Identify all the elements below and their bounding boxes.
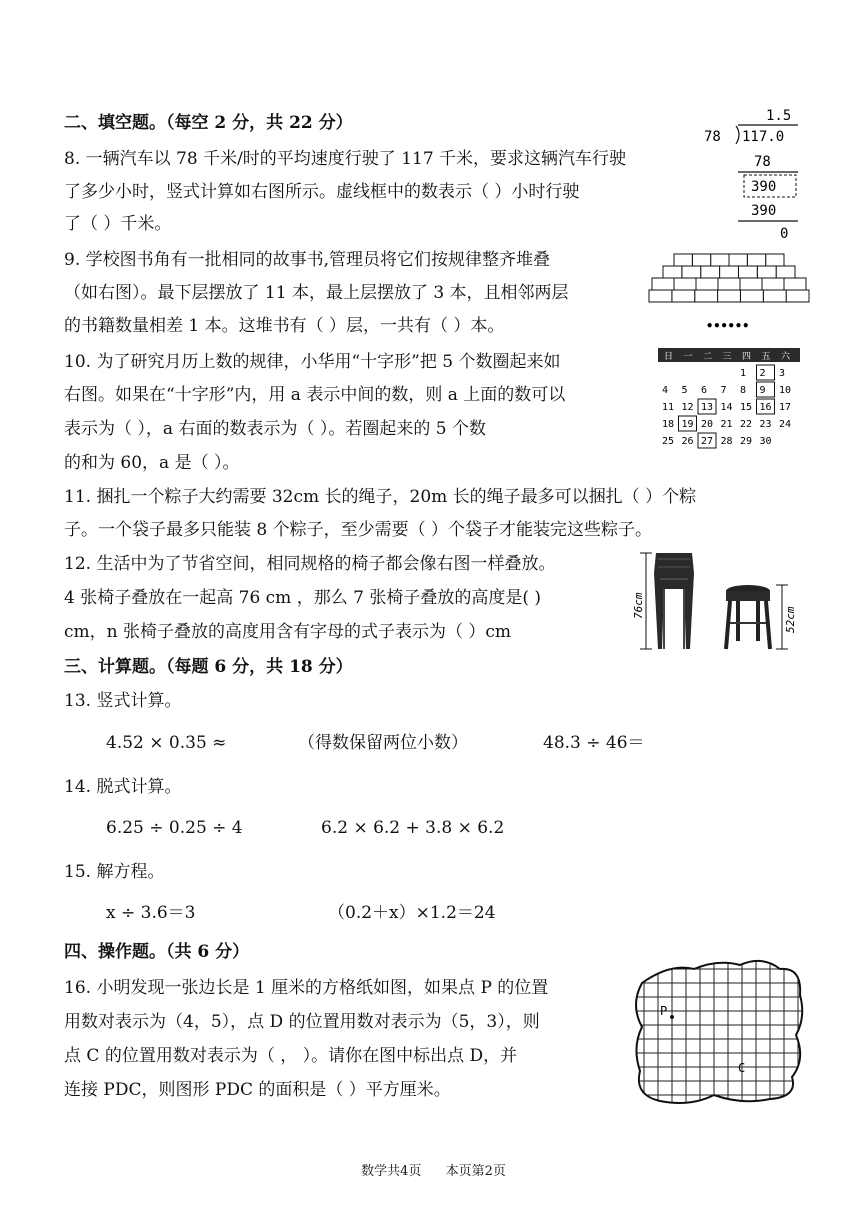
q10-line-2: 右图。如果在“十字形”内，用 a 表示中间的数，则 a 上面的数可以 bbox=[64, 385, 566, 405]
book-brick bbox=[776, 266, 795, 278]
book-brick bbox=[740, 290, 763, 302]
calendar-day: 23 bbox=[759, 419, 772, 430]
calendar-day: 10 bbox=[779, 385, 792, 396]
division-step-2: 390 bbox=[751, 203, 777, 219]
book-brick bbox=[652, 278, 674, 290]
calendar-day: 13 bbox=[701, 402, 714, 413]
q9-line-2: （如右图）。最下层摆放了 11 本，最上层摆放了 3 本，且相邻两层 bbox=[64, 283, 569, 303]
calendar-weekday: 日 bbox=[664, 352, 674, 362]
book-brick bbox=[740, 278, 762, 290]
calendar-day: 11 bbox=[662, 402, 675, 413]
book-brick bbox=[718, 290, 741, 302]
calendar-day: 2 bbox=[759, 368, 766, 379]
book-brick bbox=[720, 266, 739, 278]
book-brick bbox=[696, 278, 718, 290]
calendar-figure bbox=[658, 348, 800, 454]
q13-note: （得数保留两位小数） bbox=[298, 733, 468, 753]
q13-expression-1: 4.52 × 0.35 ≈ bbox=[106, 733, 227, 753]
book-brick bbox=[766, 254, 784, 266]
calendar-day: 27 bbox=[701, 436, 714, 447]
section-3-title: 三、计算题。（每题 6 分，共 18 分） bbox=[64, 657, 353, 677]
book-brick bbox=[763, 290, 786, 302]
book-brick bbox=[757, 266, 776, 278]
q15-equation-2: （0.2＋x）×1.2＝24 bbox=[328, 903, 496, 923]
calendar-day: 15 bbox=[740, 402, 753, 413]
book-stack-figure bbox=[646, 246, 812, 336]
division-quotient: 1.5 bbox=[766, 108, 792, 124]
q16-line-1: 16. 小明发现一张边长是 1 厘米的方格纸如图，如果点 P 的位置 bbox=[64, 978, 549, 998]
calendar-weekday: 二 bbox=[703, 352, 713, 362]
calendar-day: 26 bbox=[681, 436, 694, 447]
q10-line-3: 表示为（ ），a 右面的数表示为（ ）。若圈起来的 5 个数 bbox=[64, 419, 486, 439]
division-remainder-1: 390 bbox=[751, 179, 777, 195]
q9-line-1: 9. 学校图书角有一批相同的故事书,管理员将它们按规律整齐堆叠 bbox=[64, 250, 551, 270]
q14-expression-2: 6.2 × 6.2 + 3.8 × 6.2 bbox=[321, 818, 505, 838]
calendar-weekday: 六 bbox=[781, 352, 791, 362]
calendar-day: 21 bbox=[720, 419, 733, 430]
calendar-day: 12 bbox=[681, 402, 694, 413]
q8-line-3: 了（ ）千米。 bbox=[64, 214, 172, 234]
calendar-day: 9 bbox=[759, 385, 766, 396]
calendar-day: 28 bbox=[720, 436, 733, 447]
q12-line-1: 12. 生活中为了节省空间，相同规格的椅子都会像右图一样叠放。 bbox=[64, 554, 556, 574]
calendar-day: 22 bbox=[740, 419, 753, 430]
book-brick bbox=[695, 290, 718, 302]
footer-total-pages: 数学共4页 bbox=[361, 1164, 422, 1179]
q13-expression-2: 48.3 ÷ 46＝ bbox=[543, 733, 645, 753]
q9-line-3: 的书籍数量相差 1 本。这堆书有（ ）层，一共有（ ）本。 bbox=[64, 316, 505, 336]
calendar-weekday: 一 bbox=[683, 352, 693, 362]
book-brick bbox=[682, 266, 701, 278]
stacked-chairs-figure bbox=[634, 549, 804, 653]
book-stack-dots: •••••• bbox=[706, 319, 750, 333]
calendar-day: 19 bbox=[681, 419, 694, 430]
calendar-day: 25 bbox=[662, 436, 675, 447]
book-brick bbox=[701, 266, 720, 278]
division-final: 0 bbox=[780, 226, 789, 242]
calendar-weekday: 五 bbox=[761, 352, 771, 362]
q15-title: 15. 解方程。 bbox=[64, 862, 165, 882]
book-brick bbox=[649, 290, 672, 302]
page-footer bbox=[0, 1160, 867, 1179]
q14-expression-1: 6.25 ÷ 0.25 ÷ 4 bbox=[106, 818, 243, 838]
section-2-title: 二、填空题。（每空 2 分，共 22 分） bbox=[64, 113, 353, 133]
book-brick bbox=[718, 278, 740, 290]
book-brick bbox=[729, 254, 747, 266]
q8-line-2: 了多少小时，竖式计算如右图所示。虚线框中的数表示（ ）小时行驶 bbox=[64, 182, 580, 202]
division-step-1: 78 bbox=[754, 154, 771, 170]
book-brick bbox=[674, 254, 692, 266]
calendar-day: 30 bbox=[759, 436, 772, 447]
calendar-day: 4 bbox=[662, 385, 669, 396]
point-p-label: P bbox=[660, 1004, 668, 1018]
q12-line-3: cm，n 张椅子叠放的高度用含有字母的式子表示为（ ）cm bbox=[64, 622, 512, 642]
q11-line-2: 子。一个袋子最多只能装 8 个粽子，至少需要（ ）个袋子才能装完这些粽子。 bbox=[64, 520, 653, 540]
calendar-day: 7 bbox=[720, 385, 727, 396]
book-brick bbox=[663, 266, 682, 278]
section-4-title: 四、操作题。（共 6 分） bbox=[64, 942, 250, 962]
point-p-marker bbox=[670, 1015, 674, 1019]
calendar-day: 8 bbox=[740, 385, 747, 396]
q12-line-2: 4 张椅子叠放在一起高 76 cm ，那么 7 张椅子叠放的高度是( ) bbox=[64, 588, 541, 608]
calendar-weekday: 四 bbox=[742, 352, 752, 362]
long-division-figure bbox=[698, 104, 808, 244]
q10-line-1: 10. 为了研究月历上数的规律，小华用“十字形”把 5 个数圈起来如 bbox=[64, 352, 561, 372]
calendar-day: 17 bbox=[779, 402, 792, 413]
calendar-day: 24 bbox=[779, 419, 792, 430]
q11-line-1: 11. 捆扎一个粽子大约需要 32cm 长的绳子，20m 长的绳子最多可以捆扎（ ）个粽 bbox=[64, 487, 697, 507]
q14-title: 14. 脱式计算。 bbox=[64, 777, 182, 797]
point-c-label: C bbox=[738, 1061, 746, 1075]
calendar-day: 6 bbox=[701, 385, 708, 396]
book-brick bbox=[784, 278, 806, 290]
grid-paper-figure bbox=[630, 955, 808, 1107]
calendar-day: 5 bbox=[681, 385, 688, 396]
book-brick bbox=[786, 290, 809, 302]
calendar-day: 16 bbox=[759, 402, 772, 413]
q13-title: 13. 竖式计算。 bbox=[64, 691, 182, 711]
footer-current-page: 本页第2页 bbox=[445, 1164, 506, 1179]
calendar-day: 18 bbox=[662, 419, 675, 430]
q10-line-4: 的和为 60，a 是（ ）。 bbox=[64, 453, 240, 473]
calendar-day: 3 bbox=[779, 368, 786, 379]
division-dividend: 117.0 bbox=[742, 129, 785, 145]
calendar-day: 14 bbox=[720, 402, 733, 413]
q8-line-1: 8. 一辆汽车以 78 千米/时的平均速度行驶了 117 千米，要求这辆汽车行驶 bbox=[64, 149, 627, 169]
book-brick bbox=[692, 254, 710, 266]
calendar-weekday: 三 bbox=[722, 352, 732, 362]
calendar-day: 29 bbox=[740, 436, 753, 447]
calendar-day: 20 bbox=[701, 419, 714, 430]
q16-line-3: 点 C 的位置用数对表示为（ ， ）。请你在图中标出点 D，并 bbox=[64, 1046, 518, 1066]
book-brick bbox=[711, 254, 729, 266]
calendar-day: 1 bbox=[740, 368, 747, 379]
division-divisor: 78 bbox=[704, 129, 721, 145]
book-brick bbox=[747, 254, 765, 266]
book-brick bbox=[762, 278, 784, 290]
chair-height-label: 52cm bbox=[784, 606, 797, 633]
q16-line-4: 连接 PDC，则图形 PDC 的面积是（ ）平方厘米。 bbox=[64, 1080, 451, 1100]
book-brick bbox=[674, 278, 696, 290]
q15-equation-1: x ÷ 3.6＝3 bbox=[106, 903, 196, 923]
book-brick bbox=[672, 290, 695, 302]
book-brick bbox=[738, 266, 757, 278]
stack-height-label: 76cm bbox=[632, 592, 645, 619]
q16-line-2: 用数对表示为（4，5），点 D 的位置用数对表示为（5，3），则 bbox=[64, 1012, 540, 1032]
